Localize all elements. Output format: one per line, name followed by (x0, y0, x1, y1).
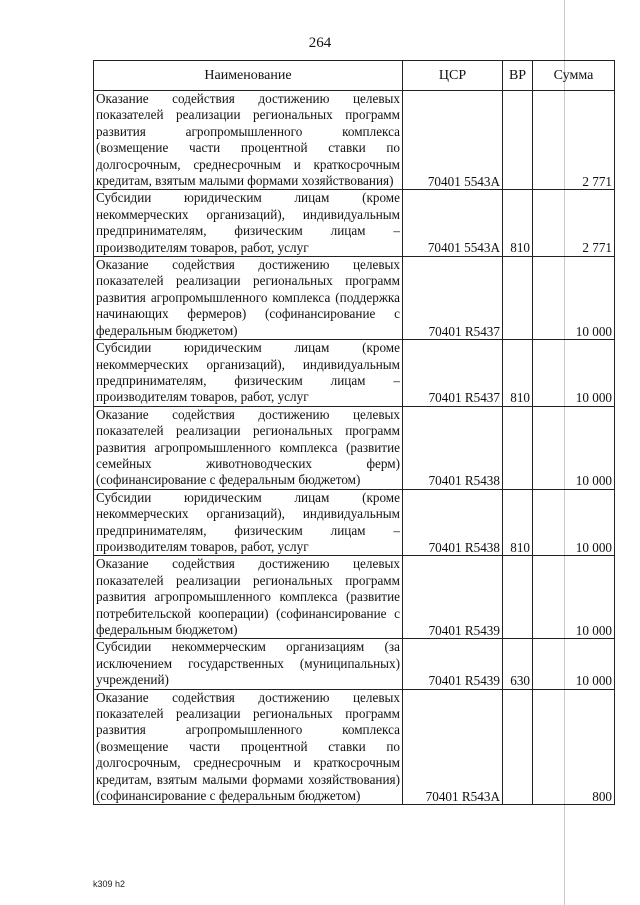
row-csr: 70401 R5438 (403, 489, 503, 556)
header-name: Наименование (94, 61, 403, 91)
row-name: Оказание содействия достижению целевых показателей реализации региональных программ развития агропромышленного комплекса (возмещение части процентной ставки по долгосрочным, среднесрочным и краткосрочным кредитам, взятым малыми формами хозяйствования) (софинансирование с федеральным бюджетом) (94, 689, 403, 805)
table-row (94, 689, 615, 805)
header-vr: ВР (503, 61, 533, 91)
row-csr: 70401 R5437 (403, 257, 503, 340)
table-row (94, 340, 615, 407)
row-vr: 810 (503, 340, 533, 407)
row-csr: 70401 R5438 (403, 406, 503, 489)
row-sum: 10 000 (533, 340, 615, 407)
row-sum: 10 000 (533, 489, 615, 556)
row-sum: 10 000 (533, 556, 615, 639)
header-sum: Сумма (533, 61, 615, 91)
row-vr (503, 556, 533, 639)
row-name: Оказание содействия достижению целевых показателей реализации региональных программ развития агропромышленного комплекса (развитие семейных животноводческих ферм) (софинансирование с федеральным бюджетом) (94, 406, 403, 489)
row-csr: 70401 R543A (403, 689, 503, 805)
table-row (94, 489, 615, 556)
table-row (94, 190, 615, 257)
row-vr (503, 257, 533, 340)
row-name: Субсидии некоммерческим организациям (за исключением государственных (муниципальных) учреждений) (94, 639, 403, 689)
table-row (94, 639, 615, 689)
row-sum: 2 771 (533, 190, 615, 257)
row-vr (503, 689, 533, 805)
row-vr (503, 91, 533, 190)
row-sum: 10 000 (533, 257, 615, 340)
row-name: Оказание содействия достижению целевых показателей реализации региональных программ развития агропромышленного комплекса (развитие потребительской кооперации) (софинансирование с федеральным бюджетом) (94, 556, 403, 639)
row-name: Субсидии юридическим лицам (кроме некоммерческих организаций), индивидуальным предпринимателям, физическим лицам – производителям товаров, работ, услуг (94, 340, 403, 407)
row-vr: 630 (503, 639, 533, 689)
row-sum: 800 (533, 689, 615, 805)
row-name: Оказание содействия достижению целевых показателей реализации региональных программ развития агропромышленного комплекса (поддержка начинающих фермеров) (софинансирование с федеральным бюджетом) (94, 257, 403, 340)
page-number: 264 (308, 35, 332, 51)
row-name: Субсидии юридическим лицам (кроме некоммерческих организаций), индивидуальным предпринимателям, физическим лицам – производителям товаров, работ, услуг (94, 489, 403, 556)
table-row (94, 556, 615, 639)
footer-code: k309 h2 (93, 879, 126, 889)
row-csr: 70401 5543A (403, 91, 503, 190)
table-header-row (94, 61, 615, 91)
row-sum: 10 000 (533, 406, 615, 489)
row-name: Оказание содействия достижению целевых показателей реализации региональных программ развития агропромышленного комплекса (возмещение части процентной ставки по долгосрочным, среднесрочным и краткосрочным кредитам, взятым малыми формами хозяйствования) (94, 91, 403, 190)
row-vr: 810 (503, 489, 533, 556)
row-vr (503, 406, 533, 489)
table-row (94, 406, 615, 489)
table-row (94, 91, 615, 190)
row-csr: 70401 R5439 (403, 556, 503, 639)
row-csr: 70401 5543A (403, 190, 503, 257)
row-sum: 10 000 (533, 639, 615, 689)
row-csr: 70401 R5437 (403, 340, 503, 407)
header-csr: ЦСР (403, 61, 503, 91)
row-csr: 70401 R5439 (403, 639, 503, 689)
row-vr: 810 (503, 190, 533, 257)
row-name: Субсидии юридическим лицам (кроме некоммерческих организаций), индивидуальным предпринимателям, физическим лицам – производителям товаров, работ, услуг (94, 190, 403, 257)
row-sum: 2 771 (533, 91, 615, 190)
budget-table (93, 60, 615, 805)
table-row (94, 257, 615, 340)
